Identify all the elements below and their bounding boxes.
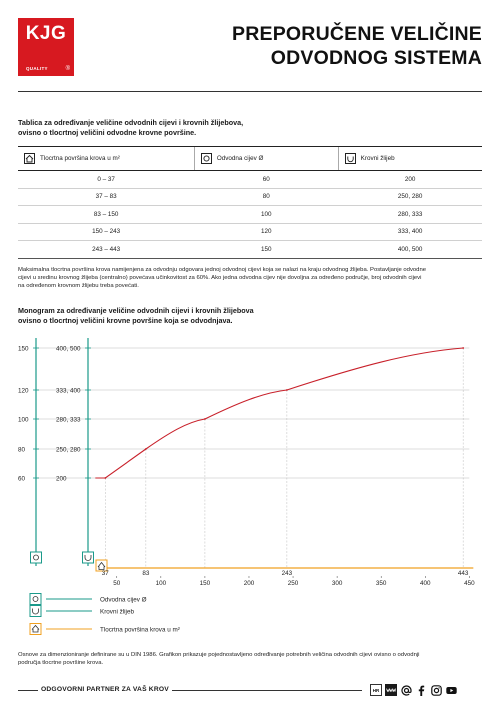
gutter-axis-tick-label: 200 xyxy=(56,475,67,483)
cell-area: 243 – 443 xyxy=(18,241,194,259)
chart-footnote-line1: Osnove za dimenzioniranje definirane su u DIN 1986. Grafikon prikazuje pojednostavljeno određivanje potrebnih veličina odvodnih cijevi ovisno o odvodnji xyxy=(18,652,420,658)
size-table-header xyxy=(18,147,482,171)
cell-pipe: 60 xyxy=(194,171,338,189)
gutter-icon xyxy=(345,153,356,164)
monogram-title xyxy=(18,306,318,326)
cell-pipe: 100 xyxy=(194,206,338,224)
cell-gutter: 250, 280 xyxy=(338,188,482,206)
roof-area-icon xyxy=(24,153,35,164)
gutter-axis-gutter-icon xyxy=(83,552,94,563)
legend-label: Krovni žlijeb xyxy=(100,608,134,616)
monogram-title-line2: ovisno o tlocrtnoj veličini krovne površine koja se odvodnjava. xyxy=(18,316,233,325)
pipe-axis-tick-label: 120 xyxy=(18,387,29,395)
header-divider xyxy=(18,91,482,92)
col-header-roof-area xyxy=(18,147,194,171)
size-table xyxy=(18,146,482,259)
area-axis-marked-value: 443 xyxy=(457,570,469,577)
sizing-curve-point xyxy=(145,448,147,450)
table-row xyxy=(18,223,482,241)
area-axis-tick-label: 300 xyxy=(331,580,343,587)
table-intro-line1: Tablica za određivanje veličine odvodnih cijevi i krovnih žlijebova, xyxy=(18,118,244,127)
pipe-axis-tick-label: 100 xyxy=(18,416,29,424)
table-row xyxy=(18,171,482,189)
table-intro xyxy=(18,118,318,138)
gutter-axis-tick-label: 333, 400 xyxy=(56,387,81,395)
sizing-curve-point xyxy=(104,477,106,479)
cell-gutter: 333, 400 xyxy=(338,223,482,241)
pipe-axis-tick-label: 60 xyxy=(18,475,26,483)
legend-label: Tlocrtna površina krova u m² xyxy=(100,626,180,634)
page-title-line1: PREPORUČENE VELIČINE xyxy=(232,23,482,45)
gutter-axis-tick-label: 400, 500 xyxy=(56,345,81,353)
language-badge[interactable]: HR xyxy=(370,684,382,696)
table-row xyxy=(18,241,482,259)
footer-slogan: ODGOVORNI PARTNER ZA VAŠ KROV xyxy=(38,686,172,693)
area-axis-tick-label: 350 xyxy=(375,580,387,587)
table-note-line3: na određenom krovnom žlijebu treba povećati. xyxy=(18,283,139,290)
www-icon[interactable] xyxy=(385,684,397,696)
gutter-icon xyxy=(30,606,41,617)
table-note-line1: Maksimalna tlocrtna površina krova namijenjena za odvodnju odgovara jednoj odvodnoj cijevi koja se nalazi na kraju odvodnog žlijeba. Postavljanje odvodne xyxy=(18,267,427,273)
area-axis-tick-label: 250 xyxy=(287,580,299,587)
table-row xyxy=(18,206,482,224)
sizing-curve-point xyxy=(462,347,464,349)
cell-pipe: 150 xyxy=(194,241,338,259)
logo-tagline: QUALITY xyxy=(26,66,48,71)
downpipe-icon xyxy=(201,153,212,164)
col-header-gutter xyxy=(338,147,482,171)
chart-footnote-line2: područja tlocrtne površine krova. xyxy=(18,660,104,667)
table-intro-line2: ovisno o tlocrtnoj veličini odvodne krovne površine. xyxy=(18,128,197,137)
page-title-line2: ODVODNOG SISTEMA xyxy=(270,47,482,69)
downpipe-icon xyxy=(30,594,41,605)
pipe-axis-downpipe-icon xyxy=(31,552,42,563)
monogram-title-line1: Monogram za određivanje veličine odvodnih cijevi i krovnih žlijebova xyxy=(18,306,254,315)
area-axis-marked-value: 83 xyxy=(142,570,150,577)
col-header-downpipe xyxy=(194,147,338,171)
page-title xyxy=(232,22,482,70)
chart-footnote xyxy=(18,651,484,667)
table-note xyxy=(18,266,484,291)
col-header-gutter-label: Krovni žlijeb xyxy=(360,155,395,162)
pipe-axis-tick-label: 150 xyxy=(18,345,29,353)
gutter-axis-tick-label: 280, 333 xyxy=(56,416,81,424)
social-links xyxy=(370,684,457,696)
area-axis-tick-label: 50 xyxy=(113,580,121,587)
area-axis-tick-label: 400 xyxy=(420,580,431,587)
cell-gutter: 200 xyxy=(338,171,482,189)
gutter-axis-tick-label: 250, 280 xyxy=(56,446,81,454)
table-note-line2: cijevi u sredinu krovnog žlijeba (centralno) povećava učinkovitost za 60%. Ako jedna odvodna cijev nije dovoljna za određeno područje, broj odvodnih cijevi xyxy=(18,275,422,282)
table-row xyxy=(18,188,482,206)
cell-gutter: 280, 333 xyxy=(338,206,482,224)
area-axis-tick-label: 150 xyxy=(199,580,211,587)
cell-area: 150 – 243 xyxy=(18,223,194,241)
col-header-roof-area-label: Tlocrtna površina krova u m² xyxy=(40,155,120,162)
at-icon[interactable] xyxy=(400,684,412,696)
pipe-axis-tick-label: 80 xyxy=(18,446,26,454)
area-axis-tick-label: 200 xyxy=(243,580,255,587)
kjg-logo xyxy=(18,18,74,76)
cell-gutter: 400, 500 xyxy=(338,241,482,259)
col-header-downpipe-label: Odvodna cijev Ø xyxy=(216,155,264,162)
area-axis-tick-label: 450 xyxy=(464,580,475,587)
cell-pipe: 120 xyxy=(194,223,338,241)
logo-brand: KJG xyxy=(25,23,67,44)
facebook-icon[interactable] xyxy=(415,684,427,696)
logo-registered-mark: ® xyxy=(65,66,70,72)
youtube-icon[interactable] xyxy=(445,684,457,696)
cell-pipe: 80 xyxy=(194,188,338,206)
area-axis-tick-label: 100 xyxy=(155,580,167,587)
instagram-icon[interactable] xyxy=(430,684,442,696)
area-axis-marked-value: 243 xyxy=(281,570,293,577)
area-axis-marked-value: 37 xyxy=(101,570,109,577)
cell-area: 0 – 37 xyxy=(18,171,194,189)
cell-area: 83 – 150 xyxy=(18,206,194,224)
legend-label: Odvodna cijev Ø xyxy=(100,596,147,604)
cell-area: 37 – 83 xyxy=(18,188,194,206)
monogram-chart xyxy=(0,330,500,645)
sizing-curve xyxy=(95,348,463,478)
sizing-curve-point xyxy=(204,418,206,420)
sizing-curve-point xyxy=(286,389,288,391)
